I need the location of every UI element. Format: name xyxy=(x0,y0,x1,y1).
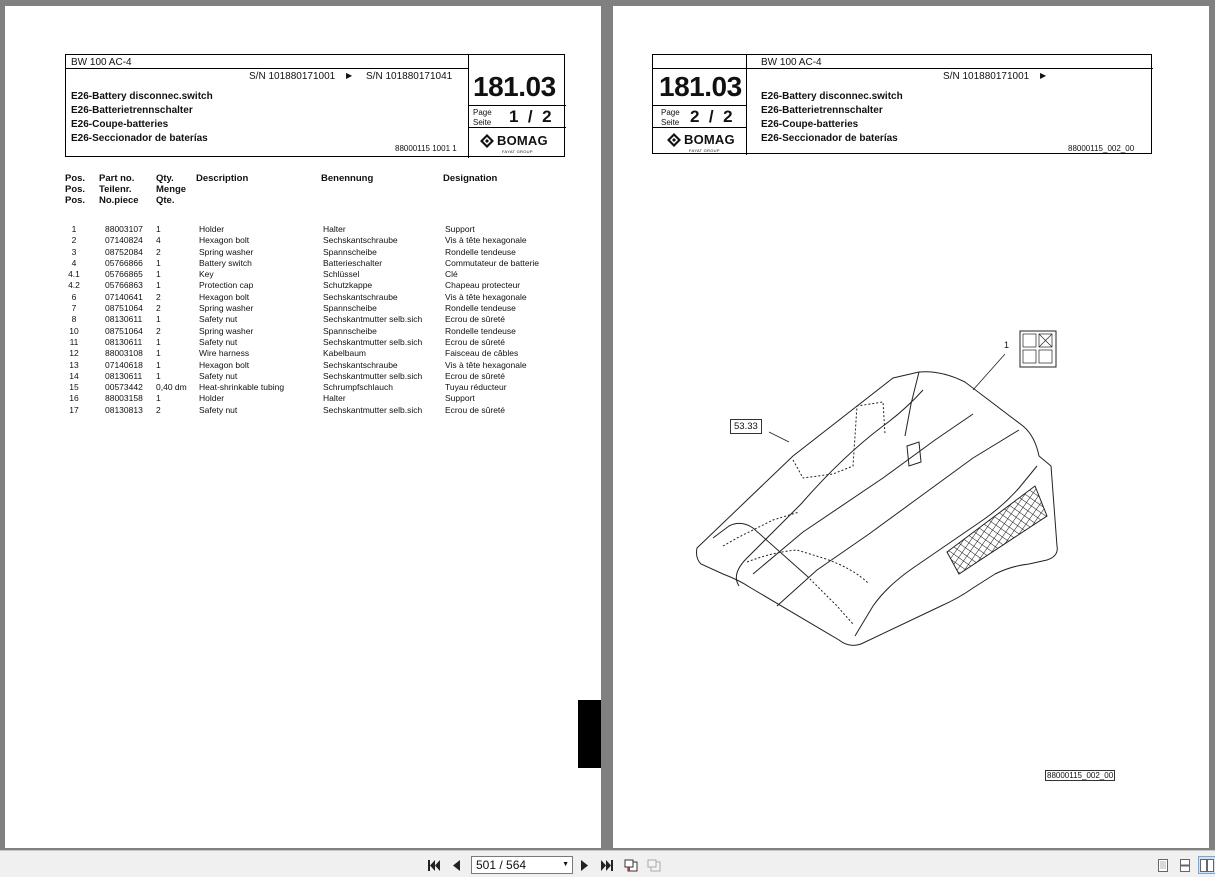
prev-page-icon xyxy=(452,860,460,871)
part-designation: Ecrou de sûreté xyxy=(445,336,506,347)
part-qty: 1 xyxy=(156,370,161,381)
part-description: Spring washer xyxy=(199,325,254,336)
part-benennung: Sechskantmutter selb.sich xyxy=(323,336,423,347)
part-qty: 2 xyxy=(156,291,161,302)
part-benennung: Sechskantmutter selb.sich xyxy=(323,370,423,381)
part-designation: Support xyxy=(445,393,475,404)
table-row xyxy=(60,393,580,404)
part-description: Hexagon bolt xyxy=(199,359,250,370)
part-qty: 4 xyxy=(156,235,161,246)
last-page-icon xyxy=(601,860,613,871)
part-pos: 14 xyxy=(69,370,79,381)
table-row xyxy=(60,224,580,235)
page-indicator: 501 / 564 xyxy=(476,858,527,872)
serial-from: S/N 101880171001 xyxy=(943,71,1030,82)
bomag-logo xyxy=(480,133,548,154)
part-description: Key xyxy=(199,269,214,280)
col-designation-header: Designation xyxy=(443,173,498,184)
table-row xyxy=(60,258,580,269)
parts-list-page xyxy=(5,6,601,848)
table-row xyxy=(60,235,580,246)
single-page-view-button[interactable] xyxy=(1154,856,1172,874)
part-pos: 10 xyxy=(69,325,79,336)
part-designation: Ecrou de sûreté xyxy=(445,404,506,415)
table-row xyxy=(60,371,580,382)
part-designation: Support xyxy=(445,224,475,234)
part-number: 88003107 xyxy=(105,224,143,234)
page-number-input[interactable] xyxy=(471,856,573,874)
bomag-diamond-icon xyxy=(480,134,494,148)
part-pos: 6 xyxy=(71,291,77,302)
part-benennung: Halter xyxy=(323,224,346,234)
part-number: 05766866 xyxy=(105,257,143,268)
part-pos: 8 xyxy=(71,314,77,325)
table-row xyxy=(60,348,580,359)
part-benennung: Sechskantschraube xyxy=(323,359,398,370)
page-of-pages: 2 / 2 xyxy=(690,107,733,126)
part-qty: 1 xyxy=(156,280,161,291)
part-pos: 12 xyxy=(69,348,79,359)
seite-label: Seite xyxy=(473,118,492,127)
drawing-page xyxy=(613,6,1209,848)
viewer-toolbar xyxy=(0,850,1215,877)
part-designation: Ecrou de sûreté xyxy=(445,370,506,381)
part-pos: 4 xyxy=(71,257,77,268)
model-name: BW 100 AC-4 xyxy=(761,57,822,68)
part-designation: Rondelle tendeuse xyxy=(445,246,516,257)
part-designation: Rondelle tendeuse xyxy=(445,303,516,314)
part-number: 07140618 xyxy=(105,359,143,370)
part-pos: 13 xyxy=(69,359,79,370)
page-tab-marker xyxy=(578,700,601,768)
drawing-id: 88000115_002_00 xyxy=(1047,771,1114,780)
part-qty: 1 xyxy=(156,393,161,404)
brand-name: BOMAG xyxy=(684,132,735,147)
part-pos: 3 xyxy=(71,246,77,257)
table-row xyxy=(60,280,580,291)
part-benennung: Schlüssel xyxy=(323,269,360,280)
part-number: 08130813 xyxy=(105,404,143,415)
part-number: 05766863 xyxy=(105,280,143,291)
part-number: 88003158 xyxy=(105,393,143,404)
part-description: Spring washer xyxy=(199,246,254,257)
brand-name: BOMAG xyxy=(497,133,548,148)
seite-label: Seite xyxy=(661,118,680,127)
part-designation: Chapeau protecteur xyxy=(445,280,521,291)
part-description: Holder xyxy=(199,393,225,404)
part-number: 08751064 xyxy=(105,303,143,314)
part-description: Wire harness xyxy=(199,348,250,359)
next-page-button[interactable] xyxy=(576,856,594,874)
part-designation: Commutateur de batterie xyxy=(445,257,540,268)
part-number: 08752084 xyxy=(105,246,143,257)
page-header xyxy=(65,54,565,157)
single-page-icon xyxy=(1158,859,1168,872)
part-benennung: Kabelbaum xyxy=(323,348,367,359)
part-designation: Vis à tête hexagonale xyxy=(445,291,527,302)
part-number: 07140824 xyxy=(105,235,143,246)
part-description: Holder xyxy=(199,224,225,234)
part-description: Hexagon bolt xyxy=(199,235,250,246)
part-designation: Ecrou de sûreté xyxy=(445,314,506,325)
doc-number: 88000115_002_00 xyxy=(1068,144,1135,153)
table-row xyxy=(60,314,580,325)
reference-callout: 53.33 xyxy=(730,419,762,434)
part-pos: 17 xyxy=(69,404,79,415)
part-benennung: Schrumpfschlauch xyxy=(323,382,393,393)
battery-cover-drawing xyxy=(673,306,1093,666)
title-es: E26-Seccionador de baterías xyxy=(761,133,898,144)
part-number: 08130611 xyxy=(105,370,143,381)
table-row xyxy=(60,382,580,393)
table-row xyxy=(60,326,580,337)
table-row xyxy=(60,405,580,416)
table-row xyxy=(60,303,580,314)
table-row xyxy=(60,360,580,371)
part-pos: 1 xyxy=(71,224,77,234)
prev-page-button[interactable] xyxy=(447,856,465,874)
title-fr: E26-Coupe-batteries xyxy=(71,119,169,130)
two-page-view-button[interactable] xyxy=(1198,856,1215,874)
part-designation: Clé xyxy=(445,269,458,280)
warning-label-icon xyxy=(1020,331,1056,367)
part-pos: 7 xyxy=(71,303,77,314)
part-pos: 4.2 xyxy=(68,280,80,291)
table-row xyxy=(60,247,580,258)
part-qty: 1 xyxy=(156,269,161,280)
part-number: 08130611 xyxy=(105,336,143,347)
continuous-page-icon xyxy=(1180,859,1190,872)
last-page-button[interactable] xyxy=(598,856,616,874)
brand-sub: FAYAT GROUP xyxy=(689,148,720,153)
part-pos: 11 xyxy=(69,336,79,347)
part-benennung: Sechskantschraube xyxy=(323,235,398,246)
part-benennung: Sechskantschraube xyxy=(323,291,398,302)
page-of-pages: 1 / 2 xyxy=(509,107,552,126)
page-label: Page xyxy=(661,108,680,117)
part-qty: 1 xyxy=(156,314,161,325)
item-callout: 1 xyxy=(1004,340,1010,350)
part-pos: 15 xyxy=(69,382,79,393)
part-qty: 1 xyxy=(156,359,161,370)
group-number: 181.03 xyxy=(659,71,742,102)
part-qty: 0,40 dm xyxy=(156,382,187,393)
part-designation: Tuyau réducteur xyxy=(445,382,507,393)
part-description: Safety nut xyxy=(199,370,238,381)
table-row xyxy=(60,269,580,280)
doc-number: 88000115 1001 1 xyxy=(395,144,457,153)
part-pos: 4.1 xyxy=(68,269,80,280)
part-benennung: Spannscheibe xyxy=(323,325,377,336)
part-benennung: Spannscheibe xyxy=(323,303,377,314)
parts-table xyxy=(60,224,580,416)
part-benennung: Halter xyxy=(323,393,346,404)
part-qty: 1 xyxy=(156,348,161,359)
go-forward-view-button[interactable] xyxy=(645,856,663,874)
part-pos: 2 xyxy=(71,235,77,246)
brand-sub: FAYAT GROUP xyxy=(502,149,533,154)
arrow-right-icon: ▶ xyxy=(1040,71,1047,80)
part-designation: Vis à tête hexagonale xyxy=(445,235,527,246)
continuous-view-button[interactable] xyxy=(1176,856,1194,874)
go-back-view-button[interactable] xyxy=(622,856,640,874)
part-qty: 1 xyxy=(156,336,161,347)
table-row xyxy=(60,292,580,303)
part-description: Safety nut xyxy=(199,336,238,347)
title-fr: E26-Coupe-batteries xyxy=(761,119,859,130)
title-es: E26-Seccionador de baterías xyxy=(71,133,208,144)
group-number: 181.03 xyxy=(473,71,556,102)
part-number: 08130611 xyxy=(105,314,143,325)
previous-view-icon xyxy=(624,859,638,872)
part-description: Safety nut xyxy=(199,314,238,325)
next-view-icon xyxy=(647,859,661,872)
model-name: BW 100 AC-4 xyxy=(71,57,132,68)
part-description: Heat-shrinkable tubing xyxy=(199,382,285,393)
facing-pages-icon xyxy=(1200,859,1214,872)
page-header xyxy=(652,54,1152,154)
part-number: 88003108 xyxy=(105,348,143,359)
first-page-button[interactable] xyxy=(425,856,443,874)
first-page-icon xyxy=(428,860,440,871)
part-qty: 1 xyxy=(156,224,161,234)
part-qty: 2 xyxy=(156,303,161,314)
part-description: Protection cap xyxy=(199,280,254,291)
part-benennung: Batterieschalter xyxy=(323,257,383,268)
part-benennung: Spannscheibe xyxy=(323,246,377,257)
part-description: Safety nut xyxy=(199,404,238,415)
part-designation: Vis à tête hexagonale xyxy=(445,359,527,370)
part-description: Hexagon bolt xyxy=(199,291,250,302)
title-en: E26-Battery disconnec.switch xyxy=(761,91,903,102)
title-de: E26-Batterietrennschalter xyxy=(761,105,883,116)
part-number: 05766865 xyxy=(105,269,143,280)
serial-from: S/N 101880171001 xyxy=(249,71,336,82)
part-number: 07140641 xyxy=(105,291,143,302)
col-part-header: Part no. Teilenr. No.piece xyxy=(99,173,139,206)
bomag-logo xyxy=(667,132,735,153)
part-benennung: Schutzkappe xyxy=(323,280,373,291)
bomag-diamond-icon xyxy=(667,133,681,147)
part-description: Battery switch xyxy=(199,257,252,268)
part-number: 08751064 xyxy=(105,325,143,336)
part-qty: 2 xyxy=(156,246,161,257)
col-pos-header: Pos. Pos. Pos. xyxy=(65,173,86,206)
col-qty-header: Qty. Menge Qte. xyxy=(156,173,187,206)
part-qty: 1 xyxy=(156,257,161,268)
part-pos: 16 xyxy=(69,393,79,404)
col-benennung-header: Benennung xyxy=(321,173,374,184)
part-description: Spring washer xyxy=(199,303,254,314)
chevron-down-icon[interactable]: ▼ xyxy=(562,861,569,868)
part-benennung: Sechskantmutter selb.sich xyxy=(323,314,423,325)
serial-to: S/N 101880171041 xyxy=(366,71,453,82)
page-label: Page xyxy=(473,108,492,117)
col-description-header: Description xyxy=(196,173,249,184)
part-qty: 2 xyxy=(156,325,161,336)
part-designation: Faisceau de câbles xyxy=(445,348,519,359)
table-row xyxy=(60,337,580,348)
part-benennung: Sechskantmutter selb.sich xyxy=(323,404,423,415)
arrow-right-icon: ▶ xyxy=(346,71,353,80)
part-qty: 2 xyxy=(156,404,161,415)
next-page-icon xyxy=(581,860,589,871)
title-en: E26-Battery disconnec.switch xyxy=(71,91,213,102)
part-number: 00573442 xyxy=(105,382,143,393)
part-designation: Rondelle tendeuse xyxy=(445,325,516,336)
title-de: E26-Batterietrennschalter xyxy=(71,105,193,116)
